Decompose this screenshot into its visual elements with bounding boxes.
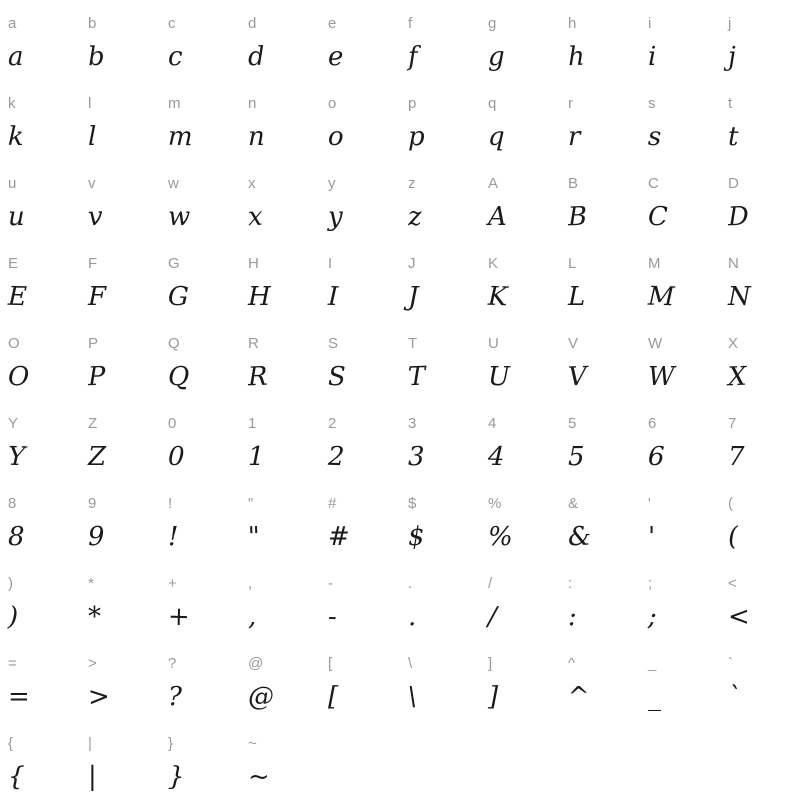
glyph-cell[interactable]: [160, 408, 240, 488]
glyph-character-label: ^: [568, 655, 576, 672]
glyph-cell[interactable]: [320, 168, 400, 248]
glyph-sample-rendering: >: [87, 681, 111, 713]
glyph-character-label: 0: [168, 415, 177, 432]
glyph-sample-rendering: Q: [168, 362, 190, 392]
glyph-cell[interactable]: [320, 408, 400, 488]
glyph-cell[interactable]: [480, 248, 560, 328]
glyph-character-label: e: [328, 15, 337, 32]
glyph-character-label: x: [248, 175, 256, 192]
glyph-cell[interactable]: [80, 248, 160, 328]
glyph-sample-rendering: G: [167, 281, 190, 313]
glyph-character-label: Z: [88, 415, 98, 432]
glyph-cell-empty: [480, 728, 560, 808]
glyph-character-label: a: [8, 15, 17, 32]
glyph-sample-rendering: 4: [487, 441, 505, 473]
glyph-character-label: O: [8, 335, 20, 352]
glyph-cell[interactable]: [560, 248, 640, 328]
glyph-sample-rendering: z: [407, 201, 423, 233]
glyph-cell-empty: [320, 728, 400, 808]
glyph-character-label: z: [408, 175, 416, 192]
glyph-sample-rendering: F: [88, 282, 107, 312]
glyph-cell[interactable]: [400, 408, 480, 488]
glyph-sample-rendering: 8: [8, 522, 25, 552]
glyph-sample-rendering: P: [87, 361, 107, 393]
glyph-character-label: M: [648, 255, 661, 272]
glyph-character-label: T: [408, 335, 418, 352]
glyph-sample-rendering: 1: [248, 442, 265, 472]
glyph-character-label: -: [328, 575, 334, 592]
glyph-sample-rendering: .: [408, 602, 417, 632]
glyph-character-label: i: [648, 15, 652, 32]
glyph-row: [0, 248, 800, 328]
glyph-cell[interactable]: [0, 88, 80, 168]
glyph-sample-rendering: [: [328, 682, 339, 712]
glyph-cell-empty: [640, 728, 720, 808]
glyph-sample-rendering: %: [488, 522, 513, 552]
glyph-character-label: d: [248, 15, 257, 32]
glyph-cell[interactable]: [400, 8, 480, 88]
glyph-row: [0, 488, 800, 568]
glyph-character-label: U: [488, 335, 500, 352]
glyph-sample-rendering: 9: [87, 521, 106, 553]
glyph-character-label: c: [168, 15, 176, 32]
glyph-sample-rendering: :: [568, 602, 577, 632]
glyph-character-label: ?: [168, 655, 177, 672]
glyph-character-label: C: [648, 175, 660, 192]
glyph-cell[interactable]: [480, 568, 560, 648]
glyph-cell[interactable]: [640, 408, 720, 488]
glyph-sample-rendering: `: [727, 681, 742, 713]
glyph-sample-rendering: n: [248, 122, 265, 152]
glyph-character-label: m: [168, 95, 181, 112]
glyph-cell[interactable]: [80, 88, 160, 168]
glyph-character-label: N: [728, 255, 740, 272]
glyph-sample-rendering: Y: [7, 441, 26, 473]
glyph-cell[interactable]: [640, 88, 720, 168]
glyph-cell[interactable]: [480, 648, 560, 728]
glyph-cell[interactable]: [160, 248, 240, 328]
glyph-cell[interactable]: [720, 328, 800, 408]
glyph-sample-rendering: _: [648, 682, 661, 712]
glyph-sample-rendering: T: [407, 361, 426, 393]
glyph-character-label: V: [568, 335, 579, 352]
glyph-sample-rendering: *: [88, 602, 101, 632]
glyph-cell[interactable]: [560, 8, 640, 88]
glyph-sample-rendering: ": [247, 521, 261, 553]
glyph-sample-rendering: i: [648, 42, 657, 72]
glyph-sample-rendering: H: [248, 282, 271, 312]
glyph-character-label: F: [88, 255, 98, 272]
glyph-character-label: 8: [8, 495, 17, 512]
glyph-cell[interactable]: [80, 488, 160, 568]
glyph-cell[interactable]: [240, 408, 320, 488]
glyph-cell[interactable]: [240, 88, 320, 168]
glyph-character-label: (: [728, 495, 734, 512]
glyph-sample-rendering: y: [328, 202, 343, 232]
glyph-sample-rendering: X: [727, 361, 748, 393]
glyph-character-label: b: [88, 15, 97, 32]
glyph-character-label: }: [168, 735, 174, 752]
glyph-sample-rendering: ): [7, 601, 19, 633]
glyph-cell[interactable]: [640, 328, 720, 408]
glyph-character-label: @: [248, 655, 264, 672]
glyph-sample-rendering: O: [8, 362, 30, 392]
glyph-cell[interactable]: [160, 328, 240, 408]
glyph-cell[interactable]: [160, 568, 240, 648]
glyph-character-label: h: [568, 15, 577, 32]
glyph-character-label: K: [488, 255, 499, 272]
glyph-cell[interactable]: [0, 248, 80, 328]
glyph-row: [0, 8, 800, 88]
glyph-character-label: q: [488, 95, 497, 112]
glyph-character-label: ~: [248, 735, 257, 752]
glyph-cell[interactable]: [560, 408, 640, 488]
glyph-cell[interactable]: [240, 728, 320, 808]
glyph-character-label: $: [408, 495, 417, 512]
glyph-sample-rendering: o: [327, 121, 345, 153]
glyph-sample-rendering: v: [87, 201, 104, 233]
glyph-sample-rendering: ;: [647, 601, 658, 633]
glyph-character-label: <: [728, 575, 737, 592]
glyph-sample-rendering: <: [728, 602, 750, 632]
glyph-cell[interactable]: [640, 8, 720, 88]
glyph-cell[interactable]: [0, 8, 80, 88]
glyph-character-label: f: [408, 15, 413, 32]
glyph-character-label: +: [168, 575, 177, 592]
glyph-sample-rendering: w: [168, 202, 191, 232]
glyph-character-label: S: [328, 335, 339, 352]
glyph-cell[interactable]: [240, 648, 320, 728]
glyph-sample-rendering: g: [488, 42, 505, 72]
glyph-cell[interactable]: [80, 648, 160, 728]
glyph-character-label: /: [488, 575, 493, 592]
glyph-row: [0, 728, 800, 808]
glyph-character-label: 1: [248, 415, 257, 432]
glyph-character-label: ': [648, 495, 652, 512]
glyph-character-label: Q: [168, 335, 180, 352]
glyph-cell[interactable]: [640, 248, 720, 328]
glyph-character-label: l: [88, 95, 92, 112]
glyph-sample-rendering: e: [328, 42, 344, 72]
glyph-sample-rendering: -: [327, 601, 338, 633]
glyph-sample-rendering: {: [7, 761, 25, 793]
glyph-character-label: P: [88, 335, 99, 352]
glyph-character-label: j: [728, 15, 732, 32]
glyph-sample-rendering: Z: [88, 442, 107, 472]
glyph-character-label: k: [8, 95, 16, 112]
glyph-sample-rendering: 2: [327, 441, 345, 473]
glyph-cell[interactable]: [240, 248, 320, 328]
glyph-character-label: .: [408, 575, 413, 592]
glyph-row: [0, 328, 800, 408]
glyph-cell[interactable]: [240, 488, 320, 568]
glyph-cell[interactable]: [0, 488, 80, 568]
glyph-sample-rendering: +: [167, 601, 191, 633]
glyph-cell[interactable]: [320, 88, 400, 168]
glyph-cell[interactable]: [720, 88, 800, 168]
glyph-cell[interactable]: [560, 328, 640, 408]
glyph-character-label: A: [488, 175, 499, 192]
glyph-sample-rendering: &: [567, 521, 592, 553]
glyph-character-label: ]: [488, 655, 493, 672]
glyph-cell[interactable]: [720, 648, 800, 728]
glyph-cell[interactable]: [160, 728, 240, 808]
glyph-cell[interactable]: [0, 568, 80, 648]
glyph-cell[interactable]: [160, 88, 240, 168]
glyph-cell[interactable]: [240, 328, 320, 408]
glyph-cell[interactable]: [400, 168, 480, 248]
glyph-sample-rendering: ]: [488, 682, 499, 712]
glyph-sample-rendering: D: [727, 201, 750, 233]
glyph-character-label: L: [568, 255, 577, 272]
glyph-character-label: s: [648, 95, 656, 112]
glyph-sample-rendering: f: [407, 41, 419, 73]
glyph-character-label: 4: [488, 415, 497, 432]
glyph-cell[interactable]: [400, 328, 480, 408]
glyph-character-label: W: [648, 335, 663, 352]
glyph-sample-rendering: !: [168, 522, 179, 552]
glyph-character-label: 9: [88, 495, 97, 512]
glyph-sample-rendering: m: [167, 121, 194, 153]
glyph-sample-rendering: b: [87, 41, 106, 73]
glyph-cell[interactable]: [480, 408, 560, 488]
glyph-character-label: ): [8, 575, 14, 592]
glyph-sample-rendering: W: [648, 362, 675, 392]
glyph-cell[interactable]: [720, 248, 800, 328]
glyph-sample-rendering: r: [568, 122, 581, 152]
glyph-character-label: &: [568, 495, 579, 512]
glyph-cell[interactable]: [80, 8, 160, 88]
glyph-cell[interactable]: [400, 568, 480, 648]
glyph-cell[interactable]: [80, 568, 160, 648]
glyph-character-label: p: [408, 95, 417, 112]
glyph-sample-rendering: #: [328, 522, 350, 552]
glyph-cell[interactable]: [0, 328, 80, 408]
glyph-sample-rendering: t: [728, 122, 739, 152]
glyph-sample-rendering: ': [648, 522, 656, 552]
glyph-sample-rendering: h: [567, 41, 586, 73]
glyph-cell[interactable]: [560, 648, 640, 728]
glyph-sample-rendering: (: [727, 521, 739, 553]
glyph-cell[interactable]: [720, 168, 800, 248]
glyph-character-label: `: [728, 655, 734, 672]
glyph-sample-rendering: c: [168, 42, 183, 72]
glyph-character-label: E: [8, 255, 19, 272]
glyph-sample-rendering: /: [487, 601, 498, 633]
glyph-cell[interactable]: [320, 328, 400, 408]
glyph-character-label: #: [328, 495, 337, 512]
glyph-cell[interactable]: [80, 328, 160, 408]
glyph-character-label: Y: [8, 415, 19, 432]
glyph-character-label: v: [88, 175, 96, 192]
glyph-sample-rendering: p: [408, 122, 425, 152]
glyph-cell[interactable]: [160, 8, 240, 88]
glyph-character-label: \: [408, 655, 413, 672]
glyph-cell[interactable]: [640, 568, 720, 648]
glyph-character-label: ;: [648, 575, 653, 592]
glyph-cell[interactable]: [640, 488, 720, 568]
glyph-sample-rendering: @: [247, 681, 275, 713]
glyph-cell[interactable]: [720, 8, 800, 88]
glyph-cell[interactable]: [160, 648, 240, 728]
glyph-character-label: =: [8, 655, 17, 672]
glyph-sample-rendering: 5: [568, 442, 585, 472]
glyph-cell[interactable]: [720, 408, 800, 488]
glyph-cell[interactable]: [480, 168, 560, 248]
glyph-character-label: w: [168, 175, 180, 192]
glyph-sample-rendering: B: [567, 201, 588, 233]
glyph-character-label: _: [648, 655, 657, 672]
glyph-sample-rendering: S: [328, 362, 346, 392]
glyph-sample-rendering: =: [8, 682, 30, 712]
glyph-sample-rendering: $: [407, 521, 426, 553]
glyph-cell-empty: [560, 728, 640, 808]
glyph-character-label: r: [568, 95, 574, 112]
glyph-character-label: [: [328, 655, 333, 672]
glyph-cell[interactable]: [400, 248, 480, 328]
glyph-character-label: 6: [648, 415, 657, 432]
glyph-cell[interactable]: [0, 728, 80, 808]
glyph-cell[interactable]: [720, 568, 800, 648]
glyph-character-label: ,: [248, 575, 253, 592]
glyph-cell[interactable]: [240, 8, 320, 88]
glyph-sample-rendering: j: [727, 41, 737, 73]
glyph-cell[interactable]: [0, 408, 80, 488]
glyph-sample-rendering: 7: [728, 442, 745, 472]
glyph-cell[interactable]: [560, 168, 640, 248]
glyph-sample-rendering: s: [647, 121, 662, 153]
glyph-character-label: ": [248, 495, 254, 512]
glyph-character-label: *: [88, 575, 95, 592]
glyph-character-label: y: [328, 175, 336, 192]
glyph-cell-empty: [720, 728, 800, 808]
glyph-sample-rendering: N: [728, 282, 751, 312]
glyph-sample-rendering: q: [487, 121, 506, 153]
glyph-cell-empty: [400, 728, 480, 808]
glyph-character-label: |: [88, 735, 93, 752]
glyph-sample-rendering: E: [7, 281, 28, 313]
glyph-cell[interactable]: [320, 488, 400, 568]
glyph-cell[interactable]: [480, 328, 560, 408]
glyph-sample-rendering: J: [408, 282, 419, 312]
glyph-character-label: D: [728, 175, 740, 192]
glyph-sample-rendering: ,: [248, 602, 257, 632]
glyph-character-label: u: [8, 175, 17, 192]
glyph-cell[interactable]: [480, 488, 560, 568]
glyph-sample-rendering: 0: [167, 441, 185, 473]
glyph-cell[interactable]: [480, 8, 560, 88]
glyph-sample-rendering: a: [8, 42, 24, 72]
glyph-cell[interactable]: [320, 568, 400, 648]
glyph-sample-rendering: M: [647, 281, 676, 313]
glyph-cell[interactable]: [400, 488, 480, 568]
glyph-character-label: {: [8, 735, 14, 752]
glyph-character-label: B: [568, 175, 579, 192]
glyph-character-label: R: [248, 335, 260, 352]
glyph-sample-rendering: k: [7, 121, 25, 153]
glyph-row: [0, 168, 800, 248]
glyph-character-label: g: [488, 15, 497, 32]
glyph-sample-rendering: C: [648, 202, 668, 232]
glyph-character-label: 2: [328, 415, 337, 432]
glyph-character-label: X: [728, 335, 739, 352]
glyph-sample-rendering: K: [487, 281, 508, 313]
glyph-cell[interactable]: [560, 488, 640, 568]
glyph-character-label: :: [568, 575, 573, 592]
glyph-character-label: %: [488, 495, 502, 512]
glyph-character-label: 7: [728, 415, 737, 432]
glyph-character-label: >: [88, 655, 97, 672]
glyph-cell[interactable]: [640, 168, 720, 248]
glyph-sample-rendering: 3: [408, 442, 425, 472]
glyph-sample-rendering: }: [167, 761, 185, 793]
glyph-row: [0, 88, 800, 168]
glyph-row: [0, 648, 800, 728]
glyph-character-label: I: [328, 255, 333, 272]
glyph-character-label: n: [248, 95, 257, 112]
glyph-sample-rendering: I: [327, 281, 339, 313]
glyph-sample-rendering: |: [88, 762, 97, 792]
glyph-cell[interactable]: [320, 248, 400, 328]
glyph-character-label: t: [728, 95, 733, 112]
glyph-character-label: J: [408, 255, 416, 272]
glyph-cell[interactable]: [400, 88, 480, 168]
glyph-sample-rendering: x: [247, 201, 264, 233]
glyph-sample-rendering: \: [407, 681, 418, 713]
glyph-sample-rendering: A: [488, 202, 507, 232]
glyph-cell[interactable]: [160, 168, 240, 248]
glyph-cell[interactable]: [80, 168, 160, 248]
glyph-character-label: o: [328, 95, 337, 112]
glyph-sample-rendering: d: [247, 41, 266, 73]
glyph-cell[interactable]: [0, 168, 80, 248]
glyph-cell[interactable]: [240, 568, 320, 648]
glyph-sample-rendering: U: [488, 362, 510, 392]
glyph-cell[interactable]: [320, 8, 400, 88]
glyph-cell[interactable]: [0, 648, 80, 728]
glyph-cell[interactable]: [80, 408, 160, 488]
glyph-cell[interactable]: [160, 488, 240, 568]
glyph-character-label: G: [168, 255, 180, 272]
glyph-cell[interactable]: [720, 488, 800, 568]
glyph-cell[interactable]: [480, 88, 560, 168]
glyph-cell[interactable]: [80, 728, 160, 808]
glyph-sample-rendering: 6: [647, 441, 665, 473]
glyph-cell[interactable]: [240, 168, 320, 248]
glyph-cell[interactable]: [560, 568, 640, 648]
glyph-sample-rendering: ~: [248, 762, 270, 792]
glyph-sample-rendering: u: [8, 202, 25, 232]
glyph-sample-rendering: R: [247, 361, 269, 393]
glyph-sample-rendering: V: [567, 361, 588, 393]
glyph-row: [0, 408, 800, 488]
glyph-character-label: 3: [408, 415, 417, 432]
glyph-cell[interactable]: [400, 648, 480, 728]
glyph-cell[interactable]: [560, 88, 640, 168]
glyph-cell[interactable]: [640, 648, 720, 728]
glyph-sample-rendering: ?: [168, 682, 182, 712]
glyph-character-label: H: [248, 255, 260, 272]
glyph-row: [0, 568, 800, 648]
glyph-sample-rendering: l: [88, 122, 97, 152]
glyph-cell[interactable]: [320, 648, 400, 728]
glyph-sample-rendering: ^: [567, 681, 591, 713]
glyph-character-label: !: [168, 495, 173, 512]
glyph-character-label: 5: [568, 415, 577, 432]
glyph-sample-rendering: L: [568, 282, 586, 312]
